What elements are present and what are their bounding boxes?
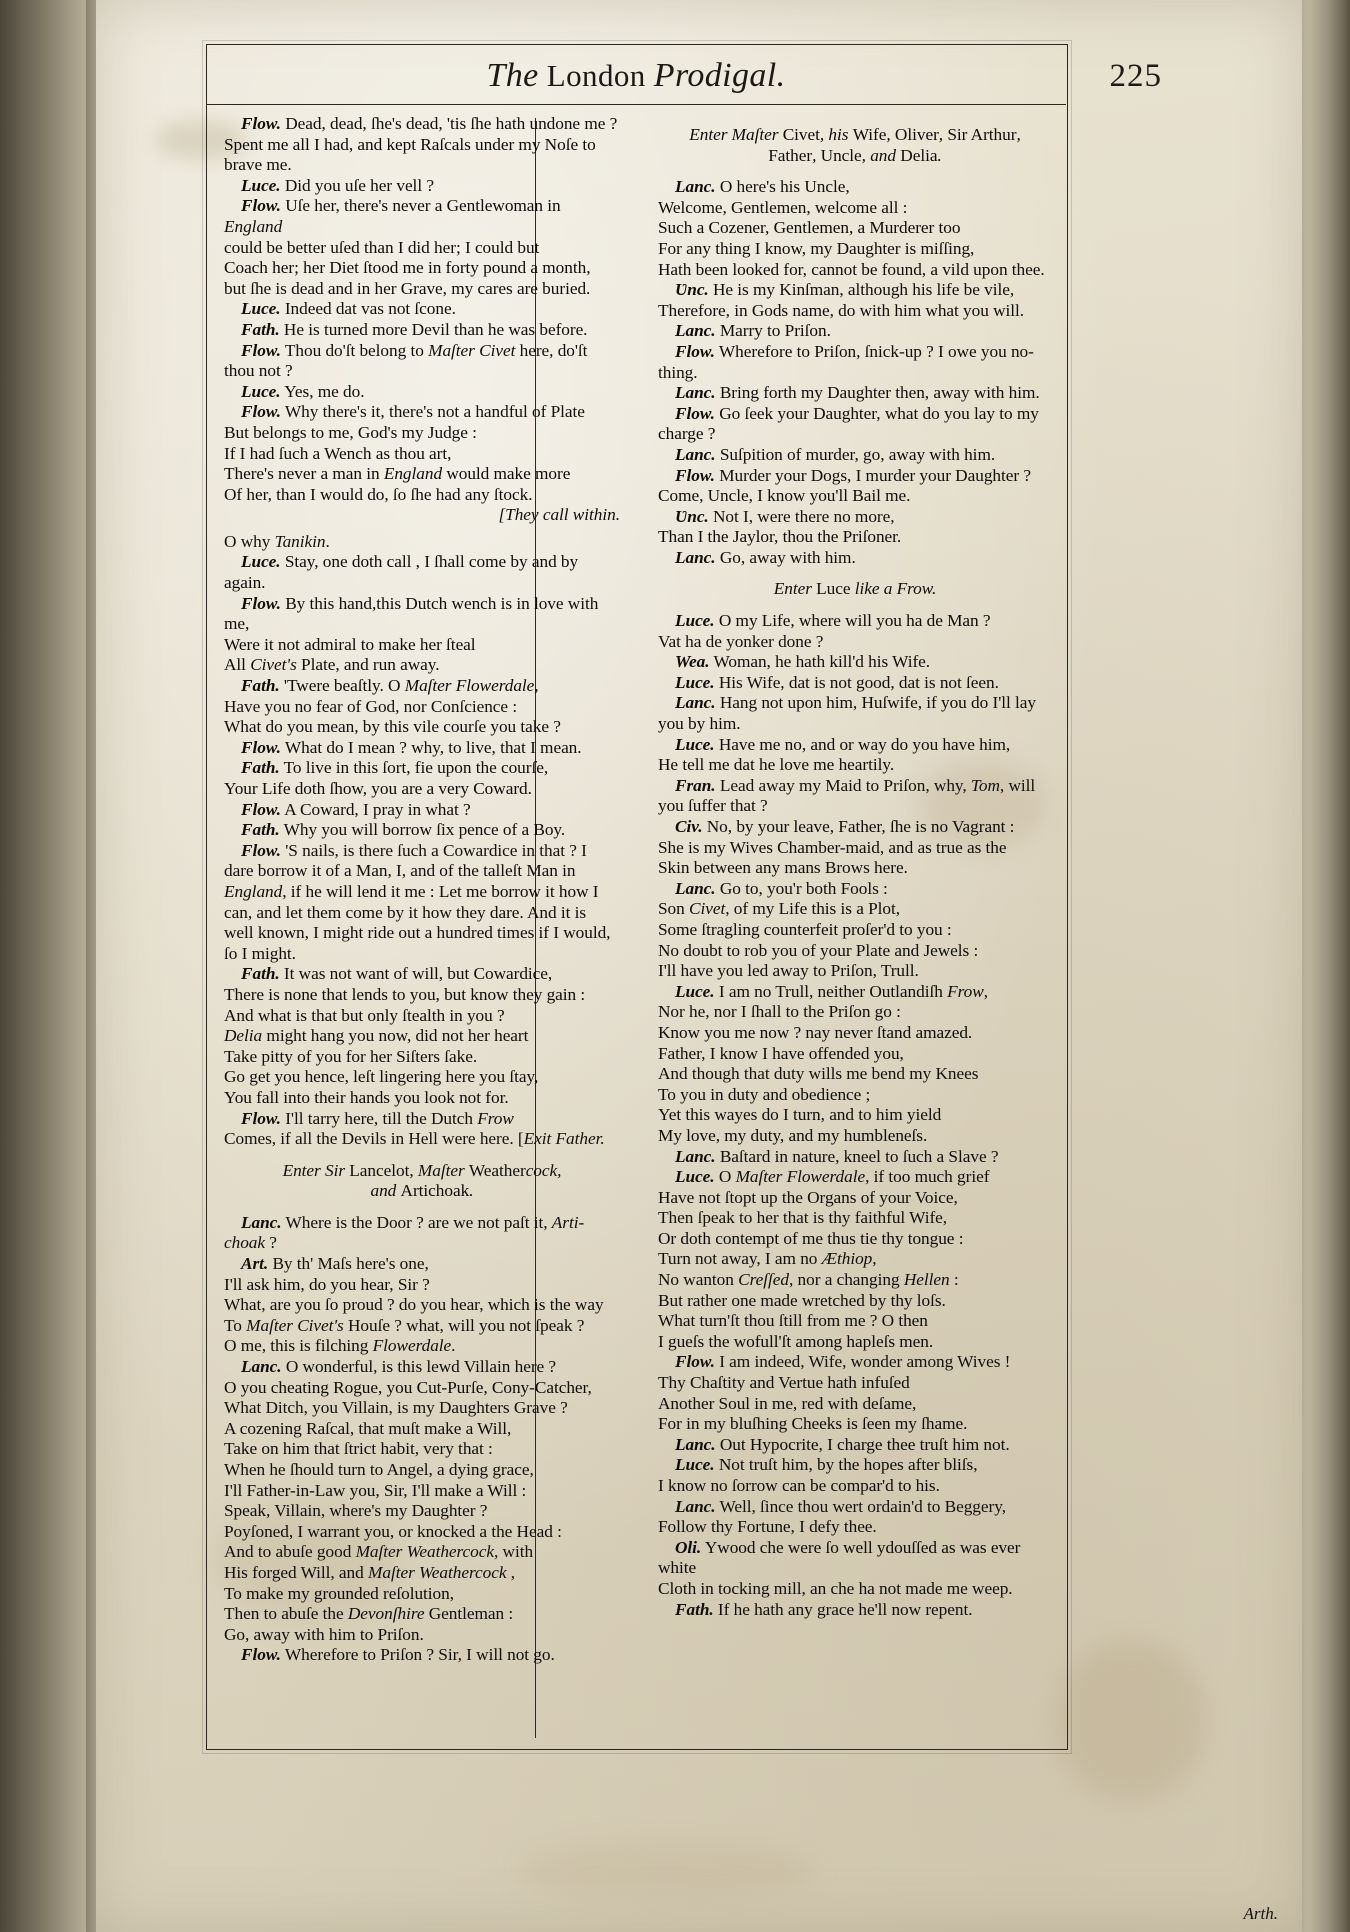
speaker-label: Flow.	[241, 114, 281, 133]
verse-line: I gueſs the wofull'ſt among hapleſs men.	[658, 1331, 934, 1351]
text-body	[206, 108, 1066, 1744]
verse-line: For any thing I know, my Daughter is miſſing,	[658, 238, 975, 258]
verse-line: again.	[224, 573, 266, 593]
verse-line: There's never a man in England would make more	[224, 464, 571, 484]
verse-line: thou not ?	[224, 361, 293, 381]
verse-line: And though that duty wills me bend my Knees	[658, 1064, 979, 1084]
speaker-label: Fath.	[241, 319, 280, 339]
speech-first-line: Flow. Go ſeek your Daughter, what do you lay to my	[675, 403, 1039, 423]
speaker-label: Luce.	[675, 672, 715, 692]
verse-line: Yet this wayes do I turn, and to him yield	[658, 1105, 942, 1125]
verse-line: Have you no fear of God, nor Conſcience :	[224, 696, 518, 716]
verse-line: To make my grounded reſolution,	[224, 1583, 455, 1603]
speaker-label: Lanc.	[675, 1434, 716, 1454]
speaker-label: Lanc.	[675, 693, 716, 713]
verse-line: O me, this is filching Flowerdale.	[224, 1336, 456, 1356]
verse-line: His forged Will, and Maſter Weathercock ,	[224, 1562, 515, 1582]
speech-first-line: Flow. 'S nails, is there ſuch a Cowardice in that ? I	[241, 840, 587, 860]
speech-first-line: Luce. His Wife, dat is not good, dat is not ſeen.	[675, 672, 999, 692]
speaker-label: Luce.	[241, 381, 281, 401]
speaker-label: Lanc.	[675, 383, 716, 403]
verse-line: can, and let them come by it how they dare. And it is	[224, 902, 587, 922]
speech-first-line: Ʋnc. Not I, were there no more,	[675, 506, 895, 526]
verse-line: I know no ſorrow can be compar'd to his.	[658, 1476, 940, 1495]
speech-first-line: Luce. Did you uſe her vell ?	[241, 175, 434, 195]
verse-line: but ſhe is dead and in her Grave, my cares are buried.	[224, 278, 591, 298]
speaker-label: Luce.	[675, 611, 715, 631]
speech-first-line: Luce. Stay, one doth call , I ſhall come by and by	[241, 552, 579, 572]
verse-line: you by him.	[658, 714, 741, 734]
speaker-label: Luce.	[675, 734, 715, 754]
verse-line: When he ſhould turn to Angel, a dying grace,	[224, 1460, 534, 1479]
verse-line: Son Civet, of my Life this is a Plot,	[658, 899, 901, 919]
verse-line: Thy Chaſtity and Vertue hath infuſed	[658, 1373, 910, 1393]
verse-line: I'll have you led away to Priſon, Trull.	[658, 961, 919, 981]
speaker-label: Ʋnc.	[675, 280, 709, 300]
speaker-label: Fath.	[241, 964, 280, 984]
verse-line: Than I the Jaylor, thou the Priſoner.	[658, 527, 902, 547]
stage-direction: [They call within.	[498, 505, 620, 525]
speech-first-line: Lanc. Marry to Priſon.	[675, 321, 831, 341]
verse-line: Were it not admiral to make her ſteal	[224, 634, 476, 654]
speech-first-line: Fath. It was not want of will, but Cowardice,	[241, 964, 553, 984]
speech-first-line: Flow. Wherefore to Priſon, ſnick-up ? I owe you no-	[675, 341, 1034, 361]
verse-line: Follow thy Fortune, I defy thee.	[658, 1517, 877, 1537]
speaker-label: Lanc.	[675, 878, 716, 898]
speaker-label: Flow.	[241, 737, 281, 757]
speaker-label: Lanc.	[241, 1357, 282, 1377]
speech-first-line: Flow. I am indeed, Wife, wonder among Wives !	[675, 1352, 1011, 1372]
speaker-label: Lanc.	[675, 444, 716, 464]
speaker-label: Flow.	[675, 1352, 715, 1372]
verse-line: I'll ask him, do you hear, Sir ?	[224, 1274, 430, 1294]
running-title-the: The	[486, 57, 539, 94]
speech-first-line: Wea. Woman, he hath kill'd his Wife.	[675, 652, 931, 672]
speech-first-line: Flow. What do I mean ? why, to live, that I mean.	[241, 737, 582, 757]
speaker-label: Lanc.	[675, 1146, 716, 1166]
verse-line: Take on him that ſtrict habit, very that :	[224, 1439, 493, 1459]
verse-line: Then ſpeak to her that is thy faithful Wife,	[658, 1208, 948, 1228]
stage-direction: Father, Uncle, and Delia.	[768, 145, 942, 165]
verse-line: Cloth in tocking mill, an che ha not made me weep.	[658, 1578, 1013, 1598]
speech-first-line: Luce. Indeed dat vas not ſcone.	[241, 299, 456, 319]
speech-first-line: Lanc. Well, ſince thou wert ordain'd to Beggery,	[675, 1496, 1006, 1516]
verse-line: I'll Father-in-Law you, Sir, I'll make a Will :	[224, 1480, 527, 1500]
stage-direction: Enter Maſter Civet, his Wife, Oliver, Sir Arthur,	[689, 125, 1021, 144]
speech-first-line: Fath. If he hath any grace he'll now repent.	[675, 1599, 973, 1619]
speech-first-line: Fran. Lead away my Maid to Priſon, why, Tom, will	[675, 775, 1036, 795]
speaker-label: Flow.	[241, 840, 281, 860]
verse-line: She is my Wives Chamber-maid, and as true as the	[658, 837, 1007, 857]
verse-line: What do you mean, by this vile courſe you take ?	[224, 717, 561, 737]
speech-first-line: Flow. Uſe her, there's never a Gentlewoman in England	[224, 196, 565, 236]
speech-first-line: Flow. A Coward, I pray in what ?	[241, 799, 471, 819]
speech-first-line: Civ. No, by your leave, Father, ſhe is no Vagrant :	[675, 817, 1015, 836]
speaker-label: Flow.	[241, 799, 281, 819]
stage-direction: and Artichoak.	[370, 1181, 474, 1201]
verse-line: Skin between any mans Brows here.	[658, 858, 908, 878]
verse-line: All Civet's Plate, and run away.	[224, 655, 440, 675]
verse-line: No wanton Creſſed, nor a changing Hellen :	[658, 1270, 959, 1290]
verse-line: Father, I know I have offended you,	[658, 1043, 904, 1063]
verse-line: But belongs to me, God's my Judge :	[224, 422, 477, 442]
verse-line: No doubt to rob you of your Plate and Jewels :	[658, 940, 979, 960]
header-rule	[206, 104, 1066, 105]
speaker-label: Art.	[241, 1254, 269, 1274]
verse-line: Delia might hang you now, did not her heart	[224, 1026, 529, 1046]
verse-line: Nor he, nor I ſhall to the Priſon go :	[658, 1002, 901, 1022]
verse-line: O you cheating Rogue, you Cut-Purſe, Cony-Catcher,	[224, 1377, 592, 1397]
paper-stain	[1056, 1640, 1206, 1800]
speaker-label: Lanc.	[675, 547, 716, 567]
speaker-label: Luce.	[241, 175, 281, 195]
speech-first-line: Ʋnc. He is my Kinſman, although his life be vile,	[675, 280, 1015, 300]
speech-first-line: Flow. I'll tarry here, till the Dutch Frow	[241, 1108, 514, 1128]
speech-first-line: Fath. To live in this ſort, fie upon the courſe,	[241, 758, 549, 778]
speaker-label: Luce.	[675, 1167, 715, 1187]
running-title-london: London	[538, 58, 654, 93]
speaker-label: Flow.	[241, 1645, 281, 1665]
speaker-label: Lanc.	[675, 321, 716, 341]
verse-line: charge ?	[658, 424, 716, 444]
verse-line: Hath been looked for, cannot be found, a vild upon thee.	[658, 259, 1045, 279]
speech-first-line: Oli. Ywood che were ſo well ydouſſed as was ever white	[658, 1537, 1025, 1578]
verse-line: A cozening Raſcal, that muſt make a Will,	[224, 1418, 512, 1438]
speech-first-line: Luce. Yes, me do.	[241, 381, 365, 401]
speaker-label: Wea.	[675, 652, 710, 672]
verse-line: Come, Uncle, I know you'll Bail me.	[658, 486, 911, 506]
verse-line: To Maſter Civet's Houſe ? what, will you not ſpeak ?	[224, 1315, 585, 1335]
verse-line: He tell me dat he love me heartily.	[658, 755, 895, 775]
speaker-label: Lanc.	[675, 1496, 716, 1516]
verse-line: Spent me all I had, and kept Raſcals under my Noſe to	[224, 134, 596, 154]
speaker-label: Oli.	[675, 1537, 702, 1557]
verse-line: You fall into their hands you look not for.	[224, 1087, 509, 1107]
speech-first-line: Lanc. Hang not upon him, Huſwife, if you do I'll lay	[675, 693, 1036, 713]
speaker-label: Fran.	[675, 775, 716, 795]
speaker-label: Flow.	[675, 341, 715, 361]
paper-leaf	[96, 0, 1302, 1932]
speech-first-line: Lanc. Bring forth my Daughter then, away with him.	[675, 383, 1040, 403]
verse-line: Some ſtragling counterfeit proſer'd to you :	[658, 919, 952, 939]
verse-line: Poyſoned, I warrant you, or knocked a the Head :	[224, 1521, 562, 1541]
right-text-column	[636, 108, 1066, 1744]
verse-line: Therefore, in Gods name, do with him what you will.	[658, 300, 1025, 320]
speech-first-line: Luce. Not truſt him, by the hopes after bliſs,	[675, 1455, 978, 1475]
verse-line: brave me.	[224, 155, 292, 175]
speaker-label: Fath.	[241, 676, 280, 696]
speaker-label: Civ.	[675, 817, 703, 836]
verse-line: Or doth contempt of me thus tie thy tongue :	[658, 1228, 964, 1248]
speaker-label: Luce.	[675, 1455, 715, 1475]
verse-line: Comes, if all the Devils in Hell were here. [Exit Father.	[224, 1129, 605, 1149]
verse-line: If I had ſuch a Wench as thou art,	[224, 443, 452, 463]
speech-first-line: Luce. I am no Trull, neither Outlandiſh Frow,	[675, 981, 988, 1001]
speech-first-line: Flow. By this hand,this Dutch wench is in love with me,	[224, 593, 603, 634]
speech-first-line: Luce. Have me no, and or way do you have him,	[675, 734, 1011, 754]
catchword: Arth.	[1243, 1904, 1278, 1923]
verse-line: Have not ſtopt up the Organs of your Voice,	[658, 1187, 958, 1207]
verse-line: Take pitty of you for her Siſters ſake.	[224, 1046, 478, 1066]
speech-first-line: Lanc. O here's his Uncle,	[675, 177, 850, 197]
speech-first-line: Fath. Why you will borrow ſix pence of a Boy.	[241, 820, 566, 840]
verse-line: What turn'ſt thou ſtill from me ? O then	[658, 1311, 928, 1331]
stage-direction: Enter Luce like a Frow.	[773, 579, 937, 599]
verse-line: For in my bluſhing Cheeks is ſeen my ſhame.	[658, 1414, 968, 1434]
speaker-label: Flow.	[241, 593, 281, 613]
verse-line: Speak, Villain, where's my Daughter ?	[224, 1501, 488, 1521]
stage-direction: Enter Sir Lancelot, Maſter Weathercock,	[282, 1160, 562, 1180]
page-edge	[1294, 0, 1350, 1932]
speaker-label: Flow.	[675, 465, 715, 485]
verse-line: And what is that but only ſtealth in you ?	[224, 1005, 505, 1025]
speech-first-line: Lanc. O wonderful, is this lewd Villain here ?	[241, 1357, 557, 1377]
verse-line: O why Tanikin.	[224, 531, 330, 551]
verse-line: Go, away with him to Priſon.	[224, 1624, 424, 1644]
verse-line: Turn not away, I am no Æthiop,	[658, 1249, 877, 1269]
page-number: 225	[1109, 58, 1162, 94]
verse-line: But rather one made wretched by thy loſs.	[658, 1290, 946, 1310]
speech-first-line: Lanc. Where is the Door ? are we not paſt it, Arti-	[241, 1212, 585, 1232]
speech-first-line: Lanc. Suſpition of murder, go, away with him.	[675, 444, 996, 464]
speaker-label: Lanc.	[241, 1212, 282, 1232]
verse-line: Such a Cozener, Gentlemen, a Murderer too	[658, 218, 961, 238]
speech-first-line: Flow. Murder your Dogs, I murder your Daughter ?	[675, 465, 1031, 485]
speaker-label: Lanc.	[675, 177, 716, 197]
verse-line: Then to abuſe the Devonſhire Gentleman :	[224, 1604, 514, 1624]
verse-line: you ſuffer that ?	[658, 796, 768, 816]
speaker-label: Fath.	[241, 820, 280, 840]
speaker-label: Fath.	[241, 758, 280, 778]
speaker-label: Fath.	[675, 1599, 714, 1619]
speech-first-line: Flow. Dead, dead, ſhe's dead, 'tis ſhe hath undone me ?	[241, 114, 618, 133]
verse-line: could be better uſed than I did her; I could but	[224, 237, 540, 257]
speaker-label: Ʋnc.	[675, 506, 709, 526]
speech-first-line: Flow. Why there's it, there's not a handful of Plate	[241, 402, 585, 422]
verse-line: dare borrow it of a Man, I, and of the talleſt Man in	[224, 861, 576, 881]
speech-first-line: Lanc. Go to, you'r both Fools :	[675, 878, 888, 898]
speech-first-line: Lanc. Baſtard in nature, kneel to ſuch a Slave ?	[675, 1146, 999, 1166]
verse-line: Another Soul in me, red with deſame,	[658, 1393, 917, 1413]
speaker-label: Flow.	[241, 1108, 281, 1128]
speech-first-line: Lanc. Go, away with him.	[675, 547, 856, 567]
left-text-column	[206, 108, 636, 1744]
verse-line: Know you me now ? nay never ſtand amazed.	[658, 1022, 973, 1042]
verse-line: well known, I might ride out a hundred times if I would,	[224, 923, 611, 943]
verse-line: ſo I might.	[224, 943, 296, 963]
speech-first-line: Flow. Wherefore to Priſon ? Sir, I will not go.	[241, 1645, 555, 1665]
verse-line: What Ditch, you Villain, is my Daughters Grave ?	[224, 1398, 568, 1418]
verse-line: Welcome, Gentlemen, welcome all :	[658, 197, 908, 217]
speaker-label: Luce.	[241, 299, 281, 319]
verse-line: Your Life doth ſhow, you are a very Coward.	[224, 779, 532, 798]
speaker-label: Flow.	[241, 340, 281, 360]
speech-first-line: Fath. 'Twere beaſtly. O Maſter Flowerdale,	[241, 676, 539, 696]
verse-line: My love, my duty, and my humbleneſs.	[658, 1125, 928, 1145]
verse-line: Vat ha de yonker done ?	[658, 631, 824, 651]
speech-first-line: Lanc. Out Hypocrite, I charge thee truſt him not.	[675, 1434, 1010, 1454]
verse-line: And to abuſe good Maſter Weathercock, with	[224, 1542, 534, 1562]
speech-first-line: Art. By th' Maſs here's one,	[241, 1254, 429, 1274]
verse-line: Go get you hence, leſt lingering here you ſtay,	[224, 1067, 539, 1087]
speech-first-line: Luce. O my Life, where will you ha de Man ?	[675, 611, 991, 631]
verse-line: What, are you ſo proud ? do you hear, which is the way	[224, 1295, 604, 1315]
verse-line: choak ?	[224, 1233, 277, 1253]
speaker-label: Flow.	[241, 402, 281, 422]
speaker-label: Flow.	[241, 196, 281, 216]
running-title-prodigal: Prodigal.	[653, 57, 786, 94]
verse-line: Coach her; her Diet ſtood me in forty pound a month,	[224, 258, 591, 278]
speech-first-line: Flow. Thou do'ſt belong to Maſter Civet here, do'ſt	[241, 340, 588, 360]
verse-line: To you in duty and obedience ;	[658, 1084, 871, 1104]
verse-line: England, if he will lend it me : Let me borrow it how I	[224, 881, 599, 901]
verse-line: thing.	[658, 362, 698, 382]
speech-first-line: Luce. O Maſter Flowerdale, if too much grief	[675, 1167, 990, 1187]
speaker-label: Flow.	[675, 403, 715, 423]
speaker-label: Luce.	[675, 981, 715, 1001]
verse-line: Of her, than I would do, ſo ſhe had any ſtock.	[224, 484, 533, 504]
speaker-label: Luce.	[241, 552, 281, 572]
verse-line: There is none that lends to you, but know they gain :	[224, 984, 586, 1004]
paper-stain	[516, 1840, 816, 1900]
speech-first-line: Fath. He is turned more Devil than he was before.	[241, 319, 588, 339]
